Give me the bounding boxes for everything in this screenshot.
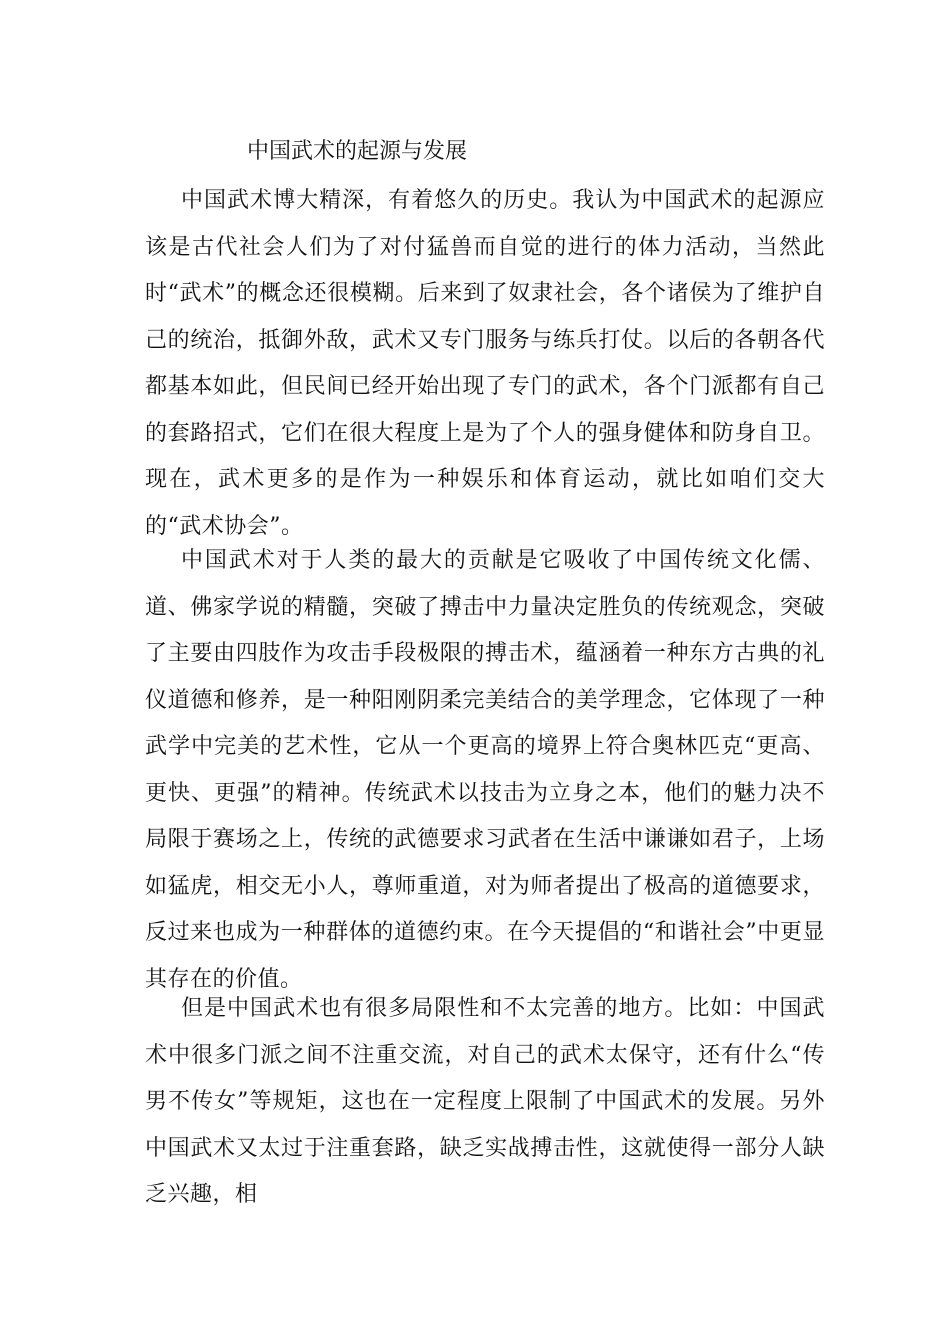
paragraph-origin: 中国武术博大精深，有着悠久的历史。我认为中国武术的起源应该是古代社会人们为了对付猛兽而自觉的进行的体力活动，当然此时“武术”的概念还很模糊。后来到了奴隶社会，各个诸侯为了维护自己的统治，抵御外敌，武术又专门服务与练兵打仗。以后的各朝各代都基本如此，但民间已经开始出现了专门的武术，各个门派都有自己的套路招式，它们在很大程度上是为了个人的强身健体和防身自卫。现在，武术更多的是作为一种娱乐和体育运动，就比如咱们交大的“武术协会”。 — [145, 188, 825, 539]
document-title: 中国武术的起源与发展 — [247, 139, 468, 164]
paragraph-limitations: 但是中国武术也有很多局限性和不太完善的地方。比如：中国武术中很多门派之间不注重交流，对自己的武术太保守，还有什么“传男不传女”等规矩，这也在一定程度上限制了中国武术的发展。另外中国武术又太过于注重套路，缺乏实战搏击性，这就使得一部分人缺乏兴趣，相 — [145, 996, 825, 1207]
paragraph-contribution: 中国武术对于人类的最大的贡献是它吸收了中国传统文化儒、道、佛家学说的精髓，突破了搏击中力量决定胜负的传统观念，突破了主要由四肢作为攻击手段极限的搏击术，蕴涵着一种东方古典的礼仪道德和修养，是一种阳刚阴柔完美结合的美学理念，它体现了一种武学中完美的艺术性，它从一个更高的境界上符合奥林匹克“更高、更快、更强”的精神。传统武术以技击为立身之本，他们的魅力决不局限于赛场之上，传统的武德要求习武者在生活中谦谦如君子，上场如猛虎，相交无小人，尊师重道，对为师者提出了极高的道德要求，反过来也成为一种群体的道德约束。在今天提倡的“和谐社会”中更显其存在的价值。 — [145, 548, 825, 992]
